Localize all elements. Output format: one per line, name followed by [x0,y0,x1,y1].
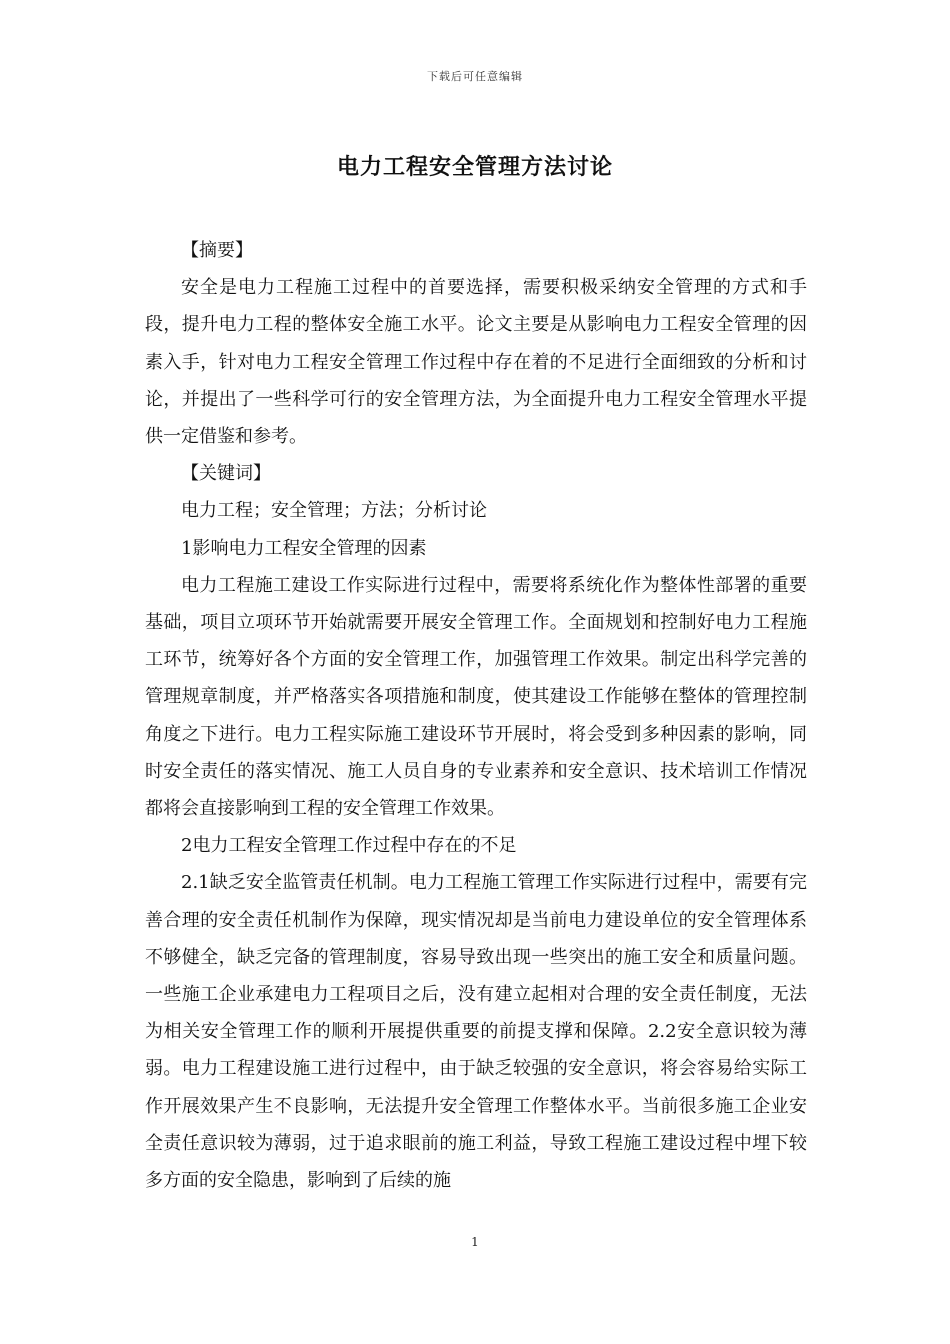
section-2-heading: 2电力工程安全管理工作过程中存在的不足 [181,835,517,857]
keywords-heading: 【关键词】 [181,463,271,485]
keywords-paragraph: 电力工程；安全管理；方法；分析讨论 [181,500,487,522]
page-number: 1 [471,1235,479,1249]
section-2-paragraph: 2.1缺乏安全监管责任机制。电力工程施工管理工作实际进行过程中，需要有完善合理的安全责任机制作为保障，现实情况却是当前电力建设单位的安全管理体系不够健全，缺乏完备的管理制度，容易导致出现一些突出的施工安全和质量问题。一些施工企业承建电力工程项目之后，没有建立起相对合理的安全责任制度，无法为相关安全管理工作的顺利开展提供重要的前提支撑和保障。2.2安全意识较为薄弱。电力工程建设施工进行过程中，由于缺乏较强的安全意识，将会容易给实际工作开展效果产生不良影响，无法提升安全管理工作整体水平。当前很多施工企业安全责任意识较为薄弱，过于追求眼前的施工利益，导致工程施工建设过程中埋下较多方面的安全隐患，影响到了后续的施 [145,872,807,1192]
abstract-heading: 【摘要】 [181,240,253,261]
document-title: 电力工程安全管理方法讨论 [336,154,613,180]
abstract-paragraph: 安全是电力工程施工过程中的首要选择，需要积极采纳安全管理的方式和手段，提升电力工程的整体安全施工水平。论文主要是从影响电力工程安全管理的因素入手，针对电力工程安全管理工作过程中存在着的不足进行全面细致的分析和讨论，并提出了一些科学可行的安全管理方法，为全面提升电力工程安全管理水平提供一定借鉴和参考。 [145,277,807,448]
document-body [145,232,807,1199]
header-note: 下载后可任意编辑 [427,70,523,83]
section-1-heading: 1影响电力工程安全管理的因素 [181,537,427,559]
section-1-paragraph: 电力工程施工建设工作实际进行过程中，需要将系统化作为整体性部署的重要基础，项目立项环节开始就需要开展安全管理工作。全面规划和控制好电力工程施工环节，统筹好各个方面的安全管理工作，加强管理工作效果。制定出科学完善的管理规章制度，并严格落实各项措施和制度，使其建设工作能够在整体的管理控制角度之下进行。电力工程实际施工建设环节开展时，将会受到多种因素的影响，同时安全责任的落实情况、施工人员自身的专业素养和安全意识、技术培训工作情况都将会直接影响到工程的安全管理工作效果。 [145,574,807,820]
